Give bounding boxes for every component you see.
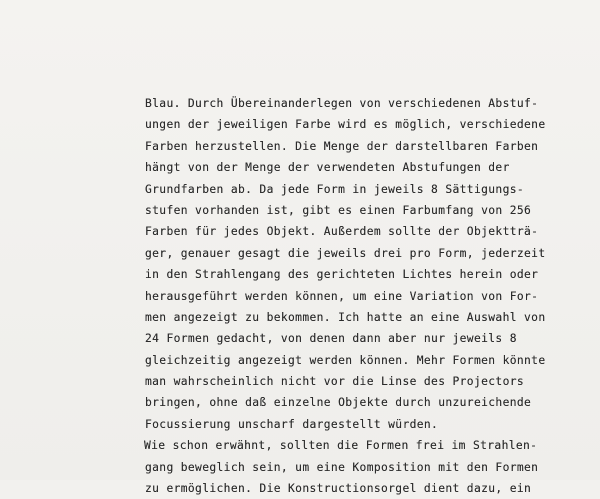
text-line: men angezeigt zu bekommen. Ich hatte an eine Auswahl von — [145, 310, 546, 324]
text-line: Focussierung unscharf dargestellt würden. — [145, 417, 439, 431]
text-line: gang beweglich sein, um eine Komposition mit den Formen — [145, 460, 539, 474]
text-line: bringen, ohne daß einzelne Objekte durch unzureichende — [145, 396, 532, 410]
text-line: 24 Formen gedacht, von denen dann aber nur jeweils 8 — [145, 332, 517, 346]
typewritten-text-block — [145, 93, 585, 499]
text-line: Grundfarben ab. Da jede Form in jeweils 8 Sättigungs- — [145, 182, 525, 196]
text-line: in den Strahlengang des gerichteten Lichtes herein oder — [145, 268, 539, 282]
text-line: zu ermöglichen. Die Konstructionsorgel dient dazu, ein — [145, 482, 532, 496]
text-line: gleichzeitig angezeigt werden können. Mehr Formen könnte — [145, 353, 546, 367]
text-line: Farben für jedes Objekt. Außerdem sollte der Objektträ- — [145, 225, 539, 239]
text-line: hängt von der Menge der verwendeten Abstufungen der — [145, 161, 510, 175]
text-line: herausgeführt werden können, um eine Variation von For- — [145, 289, 539, 303]
text-line: Blau. Durch Übereinanderlegen von verschiedenen Abstuf- — [145, 97, 539, 110]
text-line: ger, genauer gesagt die jeweils drei pro Form, jederzeit — [145, 246, 546, 260]
text-line: Wie schon erwähnt, sollten die Formen frei im Strahlen- — [144, 439, 538, 453]
text-line: stufen vorhanden ist, gibt es einen Farbumfang von 256 — [145, 203, 532, 217]
text-line: ungen der jeweiligen Farbe wird es möglich, verschiedene — [145, 118, 546, 132]
text-line: man wahrscheinlich nicht vor die Linse des Projectors — [145, 375, 525, 389]
text-line: Farben herzustellen. Die Menge der darstellbaren Farben — [145, 139, 539, 153]
